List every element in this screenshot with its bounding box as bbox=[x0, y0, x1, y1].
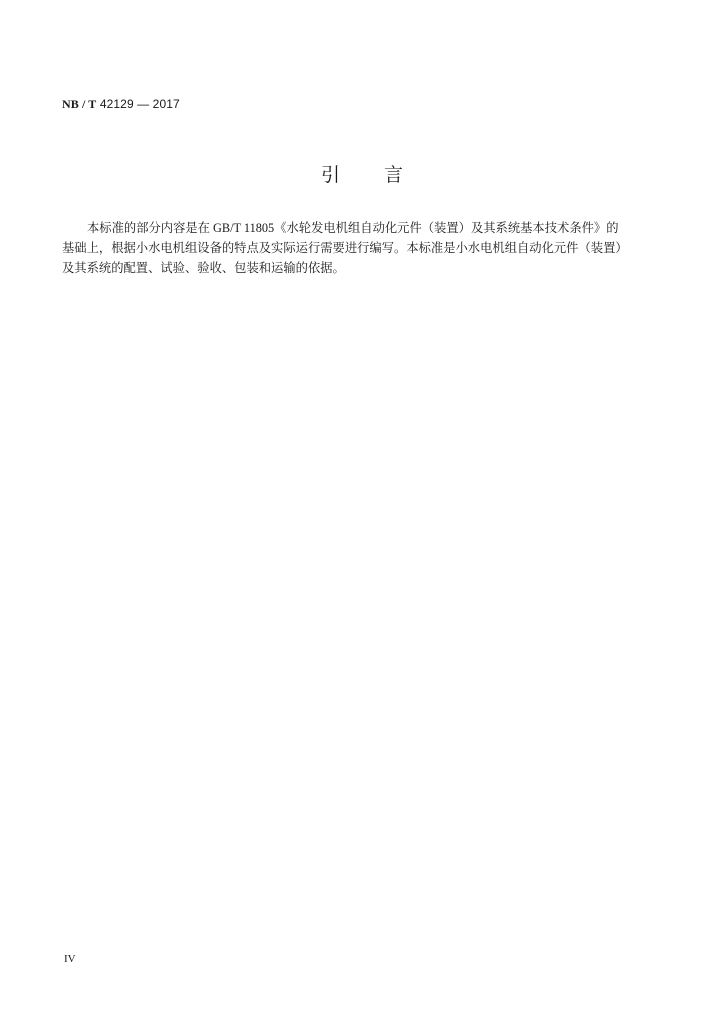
paragraph-line: 及其系统的配置、试验、验收、包装和运输的依据。 bbox=[62, 261, 345, 275]
section-title bbox=[0, 160, 724, 187]
standard-code-number: 42129 — 2017 bbox=[99, 97, 180, 111]
paragraph-line: 基础上，根据小水电机组设备的特点及实际运行需要进行编写。本标准是小水电机组自动化元件（装置） bbox=[62, 241, 628, 255]
standard-code bbox=[62, 97, 180, 112]
introduction-paragraph bbox=[62, 218, 636, 278]
section-title-char-1: 引 bbox=[320, 164, 340, 186]
page-number: IV bbox=[64, 953, 76, 965]
standard-code-prefix: NB / T bbox=[62, 97, 97, 111]
paragraph-line: 本标准的部分内容是在 GB/T 11805《水轮发电机组自动化元件（装置）及其系统基本技术条件》的 bbox=[87, 221, 619, 235]
section-title-char-2: 言 bbox=[384, 164, 404, 186]
